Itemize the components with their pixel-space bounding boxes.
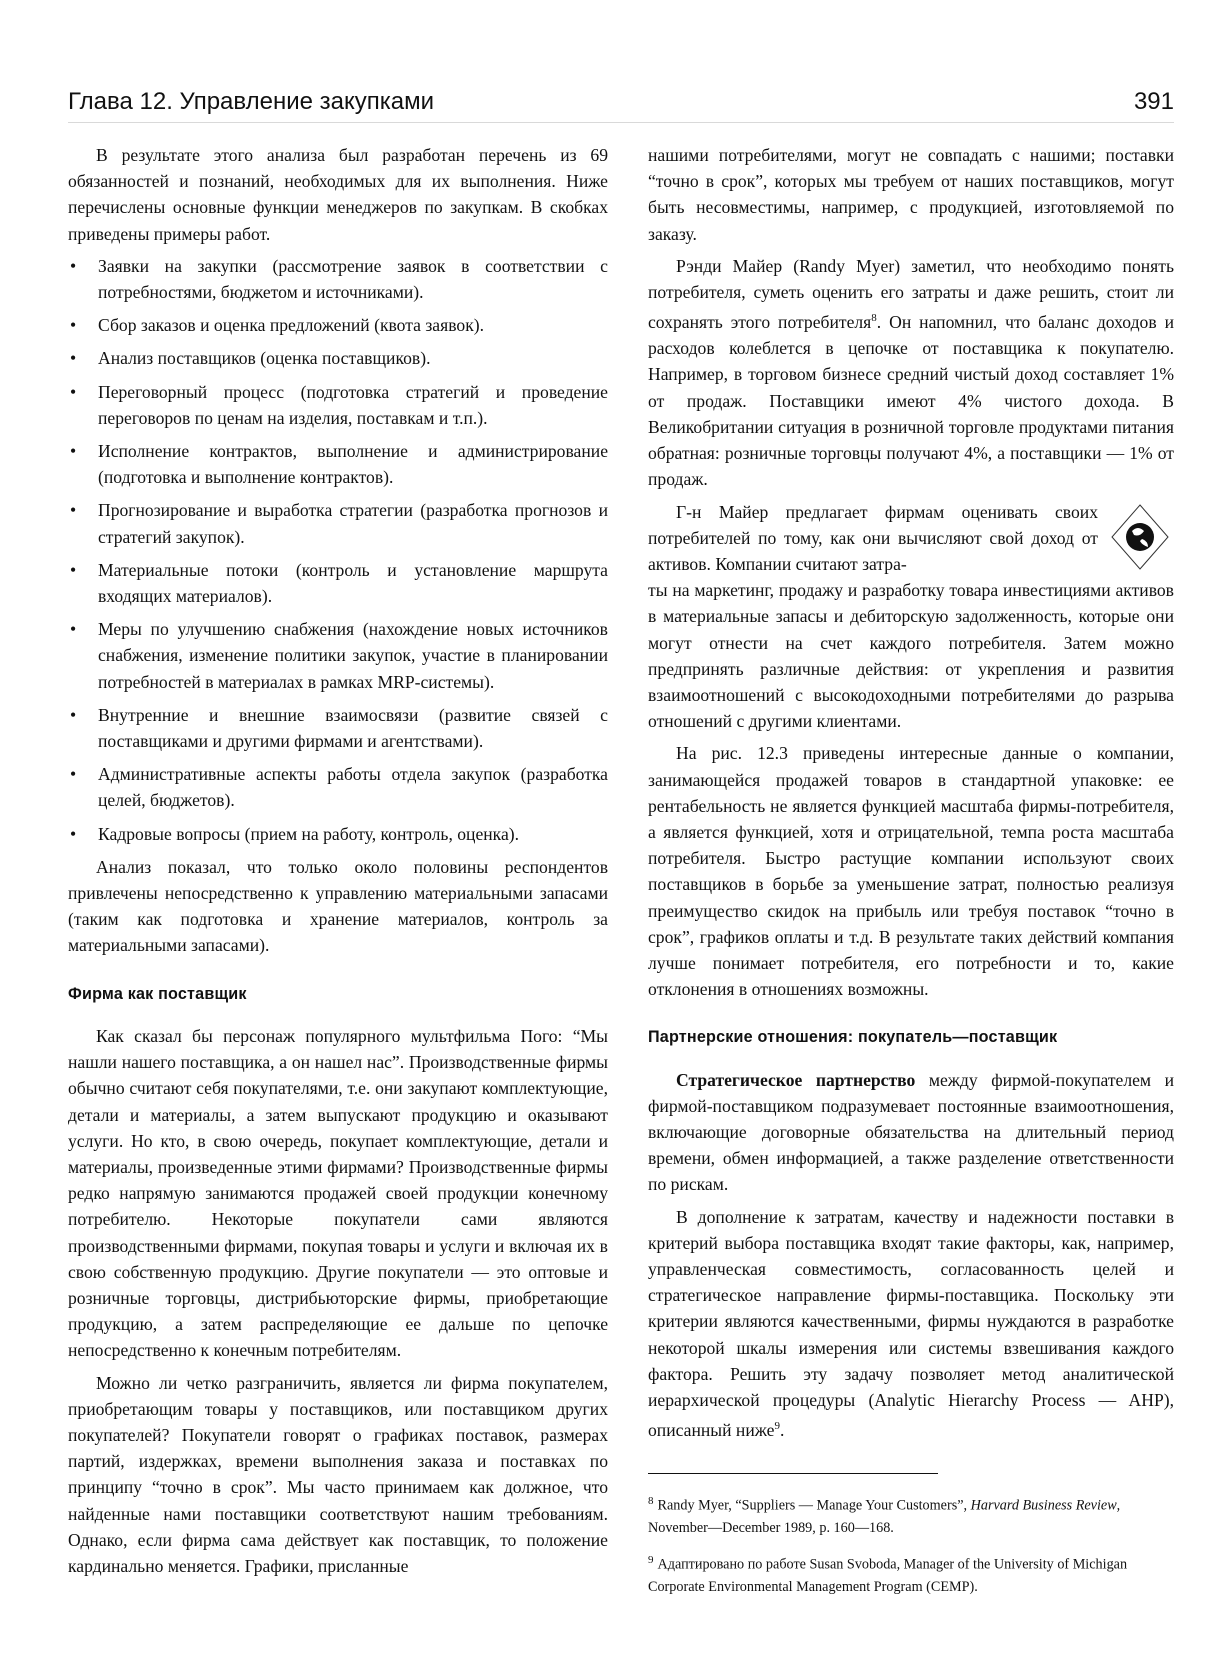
strategic-partnership-term: Стратегическое партнерство <box>676 1069 916 1090</box>
myer-paragraph-1 <box>648 253 1174 493</box>
firm-paragraph-1: Как сказал бы персонаж популярного мультфильма Пого: “Мы нашли нашего поставщика, а он нашел нас”. Производственные фирмы обычно считают себя покупателями, т.е. они закупают комплектующие, детали и материалы, а затем выпускают продукцию и оказывают услуги. Но кто, в свою очередь, покупает комплектующие, детали и материалы, произведенные этими фирмами? Производственные фирмы редко напрямую занимаются продажей своей продукции конечному потребителю. Некоторые покупатели сами являются производственными фирмами, покупая товары и услуги и включая их в свою собственную продукцию. Другие покупатели — это оптовые и розничные торговцы, дистрибьюторские фирмы, приобретающие продукцию, а затем распределяющие ее дальше по цепочке непосредственно к конечным потребителям. <box>68 1025 608 1361</box>
right-column <box>648 142 1174 1608</box>
list-item: • Меры по улучшению снабжения (нахождение новых источников снабжения, изменение политики закупок, участие в планировании потребностей в материалах в рамках MRP-системы). <box>68 616 608 695</box>
duties-list <box>68 253 608 847</box>
continued-paragraph: нашими потребителями, могут не совпадать с нашими; поставки “точно в срок”, которых мы требуем от наших поставщиков, могут быть несовместимы, например, с продукцией, изготовляемой по заказу. <box>648 145 1174 244</box>
page-header <box>68 88 1174 130</box>
list-item: • Прогнозирование и выработка стратегии (разработка прогнозов и стратегий закупок). <box>68 497 608 549</box>
footnote-text-post: , November—December 1989, p. 160—168. <box>648 1498 1121 1536</box>
header-rule <box>68 122 1174 123</box>
list-item: • Кадровые вопросы (прием на работу, контроль, оценка). <box>68 821 608 847</box>
list-item: • Материальные потоки (контроль и установление маршрута входящих материалов). <box>68 557 608 609</box>
running-title: Глава 12. Управление закупками <box>68 88 435 115</box>
myer-text-pre: Рэнди Майер (Randy Myer) заметил, что необходимо понять потребителя, суметь оценить его затраты и даже решить, стоит ли сохранять этого потребителя <box>648 255 1174 333</box>
list-item: • Административные аспекты работы отдела закупок (разработка целей, бюджетов). <box>68 761 608 813</box>
strategic-partnership-text: между фирмой-покупателем и фирмой-поставщиком подразумевает постоянные взаимоотношения, включающие договорные обязательства на длительный период времени, обмен информацией, а также разделение ответственности по рискам. <box>648 1069 1174 1195</box>
footnote-ref-8[interactable]: 8 <box>871 312 877 325</box>
footnote-text: Адаптировано по работе Susan Svoboda, Manager of the University of Michigan Corporate Environmental Management Program (CEMP). <box>648 1556 1128 1595</box>
footnote-ref-9[interactable]: 9 <box>774 1420 780 1433</box>
footnote-text-pre: Randy Myer, “Suppliers — Manage Your Customers”, <box>657 1498 971 1514</box>
page-number: 391 <box>1133 88 1174 115</box>
figure-paragraph: На рис. 12.3 приведены интересные данные о компании, занимающейся продажей товаров в стандартной упаковке: ее рентабельность не является функцией масштаба фирмы-потребителя, а является функцией, хотя и отрицательной, темпа роста масштаба потребителя. Быстро растущие компании используют своих поставщиков в борьбе за уменьшение затрат, полностью реализуя преимущество скидок на прибыль или требуя поставок “точно в срок”, графиков оплаты и т.д. В результате таких действий компания лучше понимает потребителя, его потребности и то, какие отклонения в отношениях возможны. <box>648 743 1174 1000</box>
myer-paragraph-2-wrapped: Г-н Майер предлагает фирмам оценивать своих потребителей по тому, как они вычисляют свой доход от активов. Компании считают затра- <box>648 501 1098 574</box>
footnote-9 <box>648 1549 1174 1598</box>
globe-icon <box>1106 499 1174 575</box>
strategic-partnership-paragraph <box>648 1067 1174 1198</box>
ahp-paragraph <box>648 1204 1174 1444</box>
section-heading-firm-as-supplier: Фирма как поставщик <box>68 983 247 1003</box>
firm-paragraph-2: Можно ли четко разграничить, является ли фирма покупателем, приобретающим товары у поставщиков, или поставщиком других покупателей? Покупатели говорят о графиках поставок, размерах партий, издержках, времени выполнения заказа и поставках по принципу “точно в срок”. Мы часто принимаем как должное, что найденные нами поставщики соответствуют нашим требованиям. Однако, если фирма сама действует как поставщик, то положение кардинально меняется. Графики, присланные <box>68 1372 608 1576</box>
ahp-text-pre: В дополнение к затратам, качеству и надежности поставки в критерий выбора поставщика входят такие факторы, как, например, управленческая совместимость, согласованность целей и стратегическое направление фирмы-поставщика. Поскольку эти критерии являются качественными, фирмы нуждаются в разработке некоторой шкалы измерения или системы взвешивания каждого фактора. Решить эту задачу позволяет метод аналитической иерархической процедуры (Analytic Hierarchy Process — AHP), описанный ниже <box>648 1206 1174 1441</box>
footnote-mark: 9 <box>648 1554 654 1566</box>
list-item: • Переговорный процесс (подготовка стратегий и проведение переговоров по ценам на изделия, поставкам и т.п.). <box>68 379 608 431</box>
list-item: • Анализ поставщиков (оценка поставщиков). <box>68 345 608 371</box>
footnote-separator <box>648 1473 938 1474</box>
analysis-paragraph: Анализ показал, что только около половины респондентов привлечены непосредственно к управлению материальными запасами (таким как подготовка и хранение материалов, контроль за материальными запасами). <box>68 856 608 956</box>
list-item: • Исполнение контрактов, выполнение и администрирование (подготовка и выполнение контрактов). <box>68 438 608 490</box>
ahp-text-post: . <box>780 1420 785 1441</box>
footnote-8 <box>648 1490 1174 1539</box>
myer-text-post: . Он напомнил, что баланс доходов и расходов колеблется в цепочке от поставщика к покупателю. Например, в торговом бизнесе средний чистый доход составляет 1% от продаж. Поставщики имеют 4% чистого дохода. В Великобритании ситуация в розничной торговле продуктами питания обратная: розничные торговцы получают 4%, а поставщики — 1% от продаж. <box>648 312 1174 490</box>
intro-paragraph: В результате этого анализа был разработан перечень из 69 обязанностей и познаний, необходимых для их выполнения. Ниже перечислены основные функции менеджеров по закупкам. В скобках приведены примеры работ. <box>68 145 608 244</box>
footnote-journal: Harvard Business Review <box>970 1498 1117 1514</box>
footnote-mark: 8 <box>648 1495 654 1508</box>
myer-paragraph-2-rest: ты на маркетинг, продажу и разработку товара инвестициями активов в материальные запасы и дебиторскую задолженность, которые они могут отнести на счет каждого потребителя. Затем можно предпринять различные действия: от укрепления и развития взаимоотношений с высокодоходными потребителями до разрыва отношений с другими клиентами. <box>648 580 1174 732</box>
list-item: • Сбор заказов и оценка предложений (квота заявок). <box>68 312 608 338</box>
left-column <box>68 142 608 1585</box>
list-item: • Внутренние и внешние взаимосвязи (развитие связей с поставщиками и другими фирмами и агентствами). <box>68 702 608 754</box>
section-heading-partnership: Партнерские отношения: покупатель—поставщик <box>648 1027 1058 1047</box>
list-item: • Заявки на закупки (рассмотрение заявок в соответствии с потребностями, бюджетом и источниками). <box>68 253 608 305</box>
myer-paragraph-2-wrap <box>648 499 1174 578</box>
